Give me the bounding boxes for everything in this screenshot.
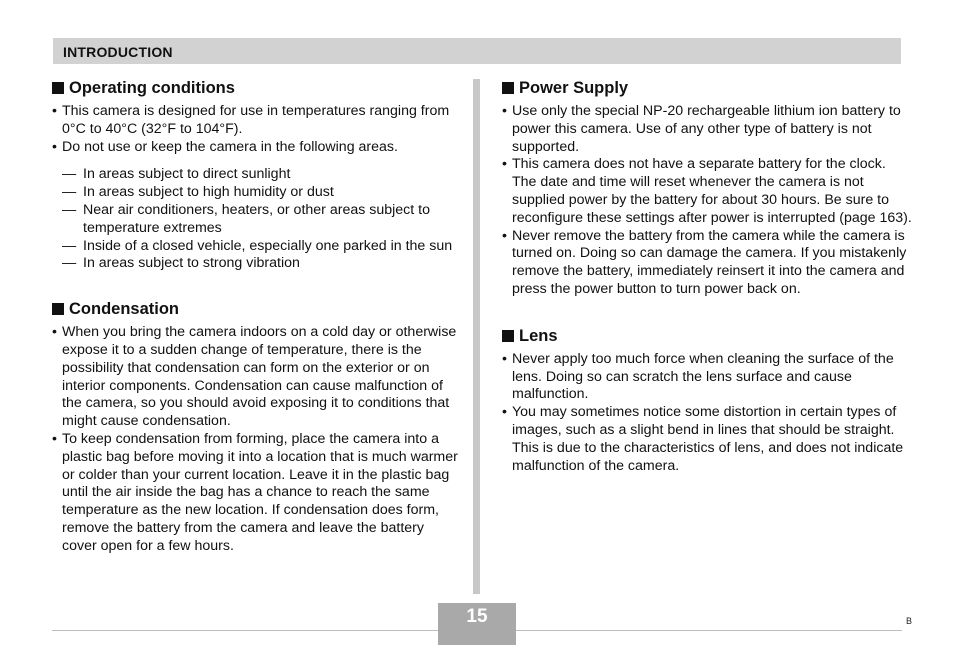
list-item xyxy=(52,431,462,556)
list-item xyxy=(502,103,912,156)
bullet-glyph: • xyxy=(52,430,57,447)
page-number-box xyxy=(438,603,516,645)
dash-glyph: — xyxy=(62,201,77,218)
left-column xyxy=(52,78,462,556)
bullet-glyph: • xyxy=(502,404,507,421)
power-supply-heading xyxy=(502,78,912,98)
list-item-text: This camera does not have a separate battery for the clock. The date and time will reset whenever the camera is not supplied power by the battery for about 30 hours. Be sure to reconfigure these settings after power is interrupted (page 163). xyxy=(512,156,912,226)
lens-heading xyxy=(502,326,912,346)
bullet-glyph: • xyxy=(502,103,507,119)
condensation-title: Condensation xyxy=(69,300,179,319)
dash-glyph: — xyxy=(62,184,77,201)
list-item xyxy=(502,404,912,475)
dash-glyph: — xyxy=(62,237,77,254)
square-bullet-icon xyxy=(502,330,514,342)
bullet-glyph: • xyxy=(502,350,507,367)
list-item-text: Never remove the battery from the camera while the camera is turned on. Doing so can damage the camera. If you mistakenly remove the battery, immediately reinsert it into the camera and press the power button to turn power back on. xyxy=(512,227,907,297)
list-item-text: Use only the special NP-20 rechargeable lithium ion battery to power this camera. Use of any other type of battery is not supported. xyxy=(512,103,901,155)
list-item xyxy=(52,166,462,184)
operating-bullet-list xyxy=(52,103,462,156)
list-item-text: Do not use or keep the camera in the following areas. xyxy=(62,138,398,155)
list-item-text: This camera is designed for use in temperatures ranging from 0°C to 40°C (32°F to 104°F). xyxy=(62,103,450,137)
list-item xyxy=(52,202,462,238)
list-item-text: To keep condensation from forming, place the camera into a plastic bag before moving it into a location that is much warmer or colder than your current location. Leave it in the plastic bag until the air inside the bag has a chance to reach the same temperature as the new location. If condensation does form, remove the battery from the camera and leave the battery cover open for a few hours. xyxy=(62,430,458,554)
list-item xyxy=(52,324,462,431)
condensation-heading xyxy=(52,299,462,319)
operating-conditions-title: Operating conditions xyxy=(69,79,235,97)
lens-title: Lens xyxy=(519,326,558,345)
square-bullet-icon xyxy=(502,82,514,94)
dash-glyph: — xyxy=(62,166,77,183)
section-header-title: INTRODUCTION xyxy=(63,44,173,60)
operating-area-list xyxy=(52,166,462,273)
square-bullet-icon xyxy=(52,303,64,315)
right-column xyxy=(502,78,912,475)
bullet-glyph: • xyxy=(52,103,57,119)
bullet-glyph: • xyxy=(502,156,507,173)
page-mark: B xyxy=(906,616,913,626)
column-divider xyxy=(473,79,480,594)
list-item-text: Never apply too much force when cleaning the surface of the lens. Doing so can scratch the lens surface and cause malfunction. xyxy=(512,350,894,403)
list-item xyxy=(52,238,462,256)
bullet-glyph: • xyxy=(52,324,57,341)
condensation-bullet-list xyxy=(52,324,462,555)
list-item xyxy=(52,139,462,157)
operating-conditions-heading xyxy=(52,78,462,98)
list-item xyxy=(52,103,462,139)
bullet-glyph: • xyxy=(52,138,57,155)
lens-bullet-list xyxy=(502,351,912,476)
list-item-text: Inside of a closed vehicle, especially one parked in the sun xyxy=(83,237,453,254)
power-supply-title: Power Supply xyxy=(519,79,629,97)
list-item-text: In areas subject to direct sunlight xyxy=(83,166,291,183)
list-item xyxy=(52,255,462,273)
list-item-text: When you bring the camera indoors on a cold day or otherwise expose it to a sudden change of temperature, there is the possibility that condensation can form on the exterior or on interior components. Condensation can cause malfunction of the camera, so you should avoid exposing it to conditions that might cause condensation. xyxy=(62,324,457,430)
list-item-text: In areas subject to strong vibration xyxy=(83,255,300,272)
list-item-text: In areas subject to high humidity or dust xyxy=(83,184,334,201)
header-bar xyxy=(53,38,901,64)
list-item xyxy=(502,228,912,299)
square-bullet-icon xyxy=(52,82,64,94)
list-item xyxy=(502,156,912,227)
list-item-text: Near air conditioners, heaters, or other areas subject to temperature extremes xyxy=(83,201,430,236)
bullet-glyph: • xyxy=(502,227,507,244)
list-item xyxy=(52,184,462,202)
list-item-text: You may sometimes notice some distortion in certain types of images, such as a slight bend in lines that should be straight. This is due to the characteristics of lens, and does not indicate malfunction of the camera. xyxy=(512,404,904,474)
page-number: 15 xyxy=(466,606,488,627)
list-item xyxy=(502,351,912,404)
power-bullet-list xyxy=(502,103,912,299)
dash-glyph: — xyxy=(62,255,77,272)
